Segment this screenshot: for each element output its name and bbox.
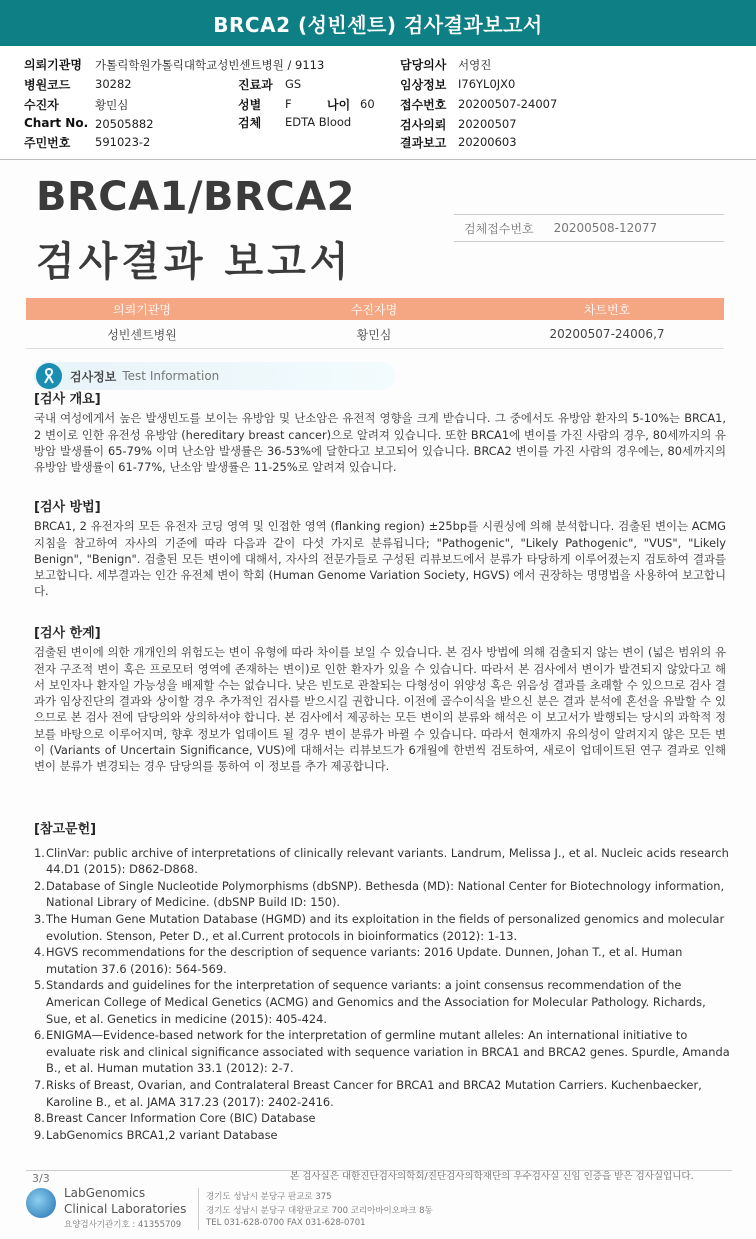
dept-value: GS <box>285 77 302 91</box>
limit-section <box>34 626 726 775</box>
overview-text: 국내 여성에게서 높은 발생빈도를 보이는 유방암 및 난소암은 유전적 영향을 크게 받습니다. 그 중에서도 유방암 환자의 5-10%는 BRCA1, 2 변이로 인한 유전성 유방암 (hereditary breast cancer)으로 알려져 있습니다. 또한 BRCA1에 변이를 가진 사람의 경우, 80세까지의 유방암 발생률이 65-79% 이며 난소암 발생률은 36-53%에 달한다고 보고되어 있습니다. BRCA2 변이를 가진 사람의 경우에는, 80세까지의 유방암 발생률이 61-77%, 난소암 발생률은 11-25%로 알려져 있습니다. <box>34 411 726 475</box>
ref-number: 2. <box>34 878 45 893</box>
method-section <box>34 500 726 600</box>
summary-table <box>26 298 724 349</box>
references-title: [참고문헌] <box>34 822 97 837</box>
request-value: 20200507 <box>458 117 517 131</box>
footer-separator <box>198 1188 199 1230</box>
references-section <box>34 822 734 1143</box>
hospcode-label: 병원코드 <box>24 78 71 92</box>
ref-number: 3. <box>34 911 45 926</box>
contact-line: TEL 031-628-0700 FAX 031-628-0701 <box>206 1218 366 1228</box>
ref-number: 7. <box>34 1077 45 1092</box>
clinical-value: I76YL0JX0 <box>458 77 516 91</box>
ref-number: 6. <box>34 1028 45 1043</box>
specimen-number-label: 검체접수번호 <box>464 221 534 236</box>
doctor-value: 서영진 <box>458 58 492 72</box>
ref-text: LabGenomics BRCA1,2 variant Database <box>46 1127 278 1142</box>
labgenomics-logo-icon <box>26 1188 56 1218</box>
rrn-value: 591023-2 <box>95 135 151 149</box>
table-cell-patient: 황민심 <box>356 327 392 342</box>
list-item <box>34 845 734 878</box>
ref-number: 4. <box>34 945 45 960</box>
lab-registration: 요양검사기관기호 : 41355709 <box>64 1220 182 1230</box>
address-line2: 경기도 성남시 분당구 대왕판교로 700 코리아바이오파크 8동 <box>206 1206 433 1216</box>
list-item <box>34 944 734 977</box>
sex-value: F <box>285 97 292 111</box>
age-label: 나이 <box>327 98 351 112</box>
doc-heading-report: 검사결과 보고서 <box>36 239 353 285</box>
chart-value: 20505882 <box>95 117 154 131</box>
ref-number: 5. <box>34 978 45 993</box>
report-title: BRCA2 (성빈센트) 검사결과보고서 <box>213 12 543 37</box>
lab-name-line2: Clinical Laboratories <box>64 1202 187 1216</box>
limit-text: 검출된 변이에 의한 개개인의 위험도는 변이 유형에 따라 차이를 보일 수 있습니다. 본 검사 방법에 의해 검출되지 않는 변이 (넓은 범위의 유전자 구조적 변이 혹은 프로모터 영역에 존재하는 변이)로 인한 환자가 있을 수 있습니다. 따라서 본 검사에서 변이가 발견되지 않았다고 해서 보인자나 환자일 가능성을 배제할 수는 없습니다. 낮은 빈도로 관찰되는 다형성이 위양성 혹은 위음성 결과를 초래할 수 있으므로 검사 결과가 임상진단의 결과와 상이할 경우 추가적인 검사를 받으시길 권합니다. 이전에 골수이식을 받으신 분은 결과 분석에 혼선을 유발할 수 있으므로 본 검사 전에 담당의와 상의하셔야 합니다. 본 검사에서 제공하는 모든 변이의 분류와 해석은 이 보고서가 발행되는 당시의 과학적 정보를 바탕으로 이루어지며, 향후 정보가 업데이트 될 경우 변이 분류가 바뀔 수 있습니다. 따라서 현재까지 유의성이 알려지지 않은 모든 변이 (Variants of Uncertain Significance, VUS)에 대해서는 리뷰보드가 6개월에 한번씩 검토하여, 새로이 업데이트된 연구 결과로 인해 변이 분류가 변경되는 경우 담당의를 통하여 이 정보를 추가 제공합니다. <box>34 645 726 774</box>
references-list <box>34 845 734 1144</box>
ref-text: Risks of Breast, Ovarian, and Contralateral Breast Cancer for BRCA1 and BRCA2 Mutation Carriers. Kuchenbaecker, Karoline B., et al. JAMA 317.23 (2017): 2402-2416. <box>46 1077 702 1109</box>
ref-text: HGVS recommendations for the description of sequence variants: 2016 Update. Dunnen, Johan T., et al. Human mutation 37.6 (2016): 564-569. <box>46 945 683 976</box>
list-item <box>34 1027 734 1077</box>
ribbon-icon <box>36 363 62 389</box>
clinical-label: 임상정보 <box>400 78 447 92</box>
patient-header <box>0 52 756 156</box>
ref-number: 9. <box>34 1127 45 1142</box>
report-title-bar <box>0 0 756 46</box>
scanned-report-page <box>0 160 756 1239</box>
method-title: [검사 방법] <box>34 500 101 515</box>
overview-title: [검사 개요] <box>34 392 101 407</box>
ref-number: 8. <box>34 1111 45 1126</box>
list-item <box>34 911 734 944</box>
specimen-value: EDTA Blood <box>285 115 352 129</box>
list-item <box>34 977 734 1027</box>
patient-value: 황민심 <box>95 98 129 112</box>
test-info-label-en: Test Information <box>122 369 220 383</box>
institution-label: 의뢰기관명 <box>24 58 82 72</box>
address-line1: 경기도 성남시 분당구 판교로 375 <box>206 1192 332 1202</box>
summary-table-header <box>26 298 724 320</box>
rrn-label: 주민번호 <box>24 136 71 150</box>
list-item <box>34 1127 734 1144</box>
specimen-label: 검체 <box>238 116 262 130</box>
ref-text: The Human Gene Mutation Database (HGMD) and its exploitation in the fields of personalized genomics and molecular evolution. Stenson, Peter D., et al.Current protocols in bioinformatics (2012): 1-13. <box>46 911 725 943</box>
specimen-number-box <box>454 214 724 242</box>
table-header-patient: 수진자명 <box>350 302 398 317</box>
receipt-label: 접수번호 <box>400 98 447 112</box>
table-cell-chart: 20200507-24006,7 <box>549 327 665 341</box>
report-date-value: 20200603 <box>458 135 517 149</box>
dept-label: 진료과 <box>238 78 273 92</box>
hospcode-value: 30282 <box>95 77 132 91</box>
ref-text: ENIGMA—Evidence-based network for the interpretation of germline mutant alleles: An international initiative to evaluate risk and clinical significance associated with sequence variation in BRCA1 and BRCA2 genes. Spurdle, Amanda B., et al. Human mutation 33.1 (2012): 2-7. <box>46 1028 730 1076</box>
certification-note: 본 검사실은 대한진단검사의학회/진단검사의학재단의 우수검사실 신임 인증을 받은 검사실입니다. <box>290 1171 694 1182</box>
lab-name-line1: LabGenomics <box>64 1186 146 1200</box>
overview-section <box>34 392 726 475</box>
method-text: BRCA1, 2 유전자의 모든 유전자 코딩 영역 및 인접한 영역 (flanking region) ±25bp를 시퀀싱에 의해 분석합니다. 검출된 변이는 ACMG 지침을 참고하여 자사의 기준에 따라 다음과 같이 다섯 가지로 분류됩니다; "Pathogenic", "Likely Pathogenic", "VUS", "Likely Benign", "Benign". 검출된 모든 변이에 대해서, 자사의 전문가들로 구성된 리뷰보드에서 분류가 타당하게 이루어졌는지 검토하여 결과를 보고합니다. 세부결과는 인간 유전체 변이 학회 (Human Genome Variation Society, HGVS) 에서 권장하는 명명법을 사용하여 보고합니다. <box>34 519 726 599</box>
table-cell-institution: 성빈센트병원 <box>107 327 177 342</box>
test-info-label: 검사정보 <box>70 369 117 384</box>
report-date-label: 결과보고 <box>400 136 447 150</box>
institution-value: 가톨릭학원가톨릭대학교성빈센트병원 / 9113 <box>95 58 325 72</box>
request-label: 검사의뢰 <box>400 118 447 132</box>
age-value: 60 <box>360 97 375 111</box>
list-item <box>34 878 734 911</box>
doc-heading-genes: BRCA1/BRCA2 <box>36 174 355 220</box>
doctor-label: 담당의사 <box>400 58 447 72</box>
table-header-institution: 의뢰기관명 <box>113 302 171 317</box>
ref-number: 1. <box>34 845 45 860</box>
ref-text: Database of Single Nucleotide Polymorphisms (dbSNP). Bethesda (MD): National Center for Biotechnology information, National Library of Medicine. (dbSNP Build ID: 150). <box>46 878 725 910</box>
chart-label: Chart No. <box>24 116 89 130</box>
ref-text: Standards and guidelines for the interpretation of sequence variants: a joint consensus recommendation of the American College of Medical Genetics (ACMG) and Genomics and the Association for Molecular Pathology. Richards, Sue, et al. Genetics in medicine (2015): 405-424. <box>46 978 706 1026</box>
table-header-chart: 차트번호 <box>583 302 631 317</box>
limit-title: [검사 한계] <box>34 626 101 641</box>
list-item <box>34 1110 734 1127</box>
list-item <box>34 1077 734 1110</box>
table-row <box>26 320 724 349</box>
specimen-number-value: 20200508-12077 <box>553 221 658 235</box>
receipt-value: 20200507-24007 <box>458 97 558 111</box>
ref-text: ClinVar: public archive of interpretations of clinically relevant variants. Landrum, Melissa J., et al. Nucleic acids research 44.D1 (2015): D862-D868. <box>46 845 729 877</box>
page-number: 3/3 <box>32 1172 50 1185</box>
ref-text: Breast Cancer Information Core (BIC) Database <box>46 1111 316 1126</box>
test-info-bar <box>34 362 396 390</box>
sex-label: 성별 <box>238 98 262 112</box>
patient-label: 수진자 <box>24 98 59 112</box>
